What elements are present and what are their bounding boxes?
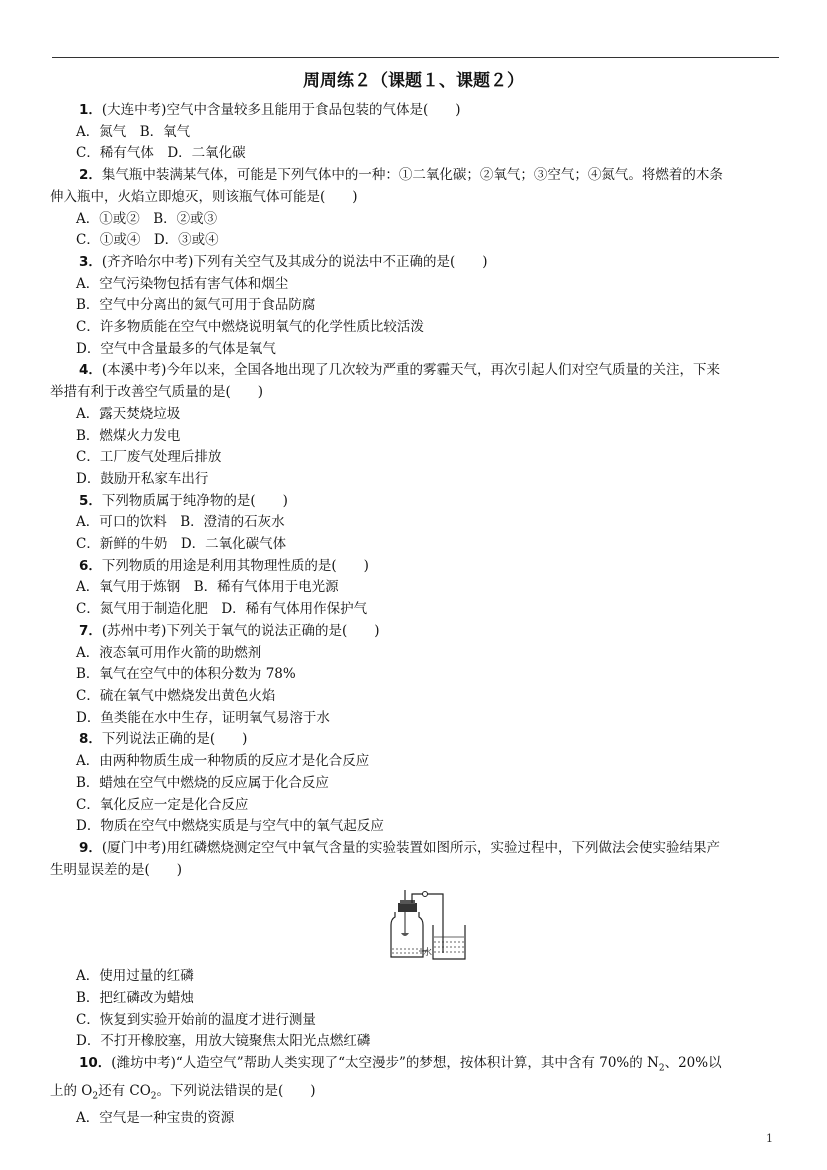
question-text: (苏州中考)下列关于氧气的说法正确的是( ) [101, 622, 380, 639]
question-number: 2． [79, 167, 102, 184]
question-5-options-ab: A．可口的饮料 B．澄清的石灰水 [76, 514, 285, 531]
question-text: 下列说法正确的是( ) [101, 731, 248, 748]
question-10-stem-cont [50, 1081, 782, 1108]
question-text: 、20%以 [664, 1055, 722, 1072]
question-9-option-d: D．不打开橡胶塞，用放大镜聚焦太阳光点燃红磷 [76, 1033, 371, 1050]
question-8-option-c: C．氧化反应一定是化合反应 [76, 796, 249, 813]
question-9-option-a: A．使用过量的红磷 [76, 968, 194, 985]
question-6-options-ab: A．氧气用于炼钢 B．稀有气体用于电光源 [76, 579, 339, 596]
oxygen-measurement-apparatus-diagram [385, 887, 475, 962]
question-4-option-d: D．鼓励开私家车出行 [76, 470, 209, 487]
question-text: 下列物质属于纯净物的是( ) [101, 492, 288, 509]
question-text: (大连中考)空气中含量较多且能用于食品包装的气体是( ) [101, 102, 461, 118]
page-title: 周周练２（课题１、课题２） [303, 71, 524, 91]
question-number: 8． [79, 731, 102, 748]
question-2-options-ab: A．①或② B．②或③ [76, 210, 218, 227]
question-8-option-d: D．物质在空气中燃烧实质是与空气中的氧气起反应 [76, 818, 384, 835]
question-text: (潍坊中考)“人造空气”帮助人类实现了“太空漫步”的梦想，按体积计算，其中含有 70%的 N [111, 1055, 659, 1072]
question-6-stem [76, 556, 782, 578]
question-text: 还有 CO [98, 1082, 151, 1099]
question-8-stem [76, 729, 782, 751]
question-3-option-c: C．许多物质能在空气中燃烧说明氧气的化学性质比较活泼 [76, 319, 424, 336]
question-number: 4． [79, 362, 102, 379]
question-text: (厦门中考)用红磷燃烧测定空气中氧气含量的实验装置如图所示，实验过程中，下列做法会使实验结果产 [101, 839, 720, 856]
question-5-stem [76, 491, 782, 513]
question-10-option-a: A．空气是一种宝贵的资源 [76, 1109, 235, 1126]
question-3-option-a: A．空气污染物包括有害气体和烟尘 [76, 275, 289, 292]
question-3-option-d: D．空气中含量最多的气体是氧气 [76, 340, 276, 357]
header-rule [52, 57, 779, 58]
question-9-option-c: C．恢复到实验开始前的温度才进行测量 [76, 1011, 316, 1028]
question-7-option-b: B．氧气在空气中的体积分数为 78% [76, 666, 296, 683]
question-7-option-c: C．硫在氧气中燃烧发出黄色火焰 [76, 687, 276, 704]
subscript: 2 [150, 1091, 157, 1102]
question-3-option-b: B．空气中分离出的氮气可用于食品防腐 [76, 297, 316, 314]
question-text: 。下列说法错误的是( ) [156, 1082, 316, 1099]
question-8-option-a: A．由两种物质生成一种物质的反应才是化合反应 [76, 753, 370, 770]
question-10-stem [76, 1053, 782, 1080]
question-text: 上的 O [50, 1082, 93, 1099]
question-2-options-cd: C．①或④ D．③或④ [76, 232, 219, 249]
question-number: 9． [79, 839, 102, 856]
subscript: 2 [92, 1091, 99, 1102]
question-7-option-a: A．液态氧可用作火箭的助燃剂 [76, 644, 262, 661]
question-text: (齐齐哈尔中考)下列有关空气及其成分的说法中不正确的是( ) [101, 253, 488, 270]
question-9-option-b: B．把红磷改为蜡烛 [76, 990, 194, 1007]
question-5-options-cd: C．新鲜的牛奶 D．二氧化碳气体 [76, 536, 287, 553]
question-8-option-b: B．蜡烛在空气中燃烧的反应属于化合反应 [76, 774, 329, 791]
question-text: (本溪中考)今年以来，全国各地出现了几次较为严重的雾霾天气，再次引起人们对空气质量的关注，下来 [101, 362, 720, 379]
question-2-stem-cont: 伸入瓶中，火焰立即熄灭，则该瓶气体可能是( ) [50, 188, 358, 205]
question-number: 10． [79, 1055, 112, 1072]
question-4-option-a: A．露天焚烧垃圾 [76, 405, 181, 422]
question-3-stem [76, 252, 782, 274]
question-1-options-ab: A．氮气 B．氧气 [76, 123, 191, 140]
question-number: 1． [79, 102, 102, 118]
question-4-stem [76, 360, 782, 382]
question-number: 5． [79, 492, 102, 509]
question-4-option-b: B．燃煤火力发电 [76, 427, 181, 444]
question-text: 下列物质的用途是利用其物理性质的是( ) [101, 557, 369, 574]
question-1-stem [76, 100, 782, 122]
subscript: 2 [658, 1063, 665, 1074]
question-4-option-c: C．工厂废气处理后排放 [76, 449, 222, 466]
page-number: 1 [766, 1132, 773, 1145]
question-2-stem [76, 165, 782, 187]
water-label: 水 [423, 948, 433, 959]
apparatus-figure [76, 887, 782, 962]
question-9-stem [76, 838, 782, 860]
question-number: 7． [79, 622, 102, 639]
question-list [50, 100, 782, 1130]
question-1-options-cd: C．稀有气体 D．二氧化碳 [76, 145, 246, 162]
question-7-option-d: D．鱼类能在水中生存，证明氧气易溶于水 [76, 709, 330, 726]
question-number: 3． [79, 253, 102, 270]
question-7-stem [76, 621, 782, 643]
question-text: 集气瓶中装满某气体，可能是下列气体中的一种：①二氧化碳；②氧气；③空气；④氮气。将燃着的木条 [101, 167, 723, 184]
question-4-stem-cont: 举措有利于改善空气质量的是( ) [50, 384, 264, 401]
question-6-options-cd: C．氮气用于制造化肥 D．稀有气体用作保护气 [76, 601, 368, 618]
question-9-stem-cont: 生明显误差的是( ) [50, 861, 183, 878]
question-number: 6． [79, 557, 102, 574]
